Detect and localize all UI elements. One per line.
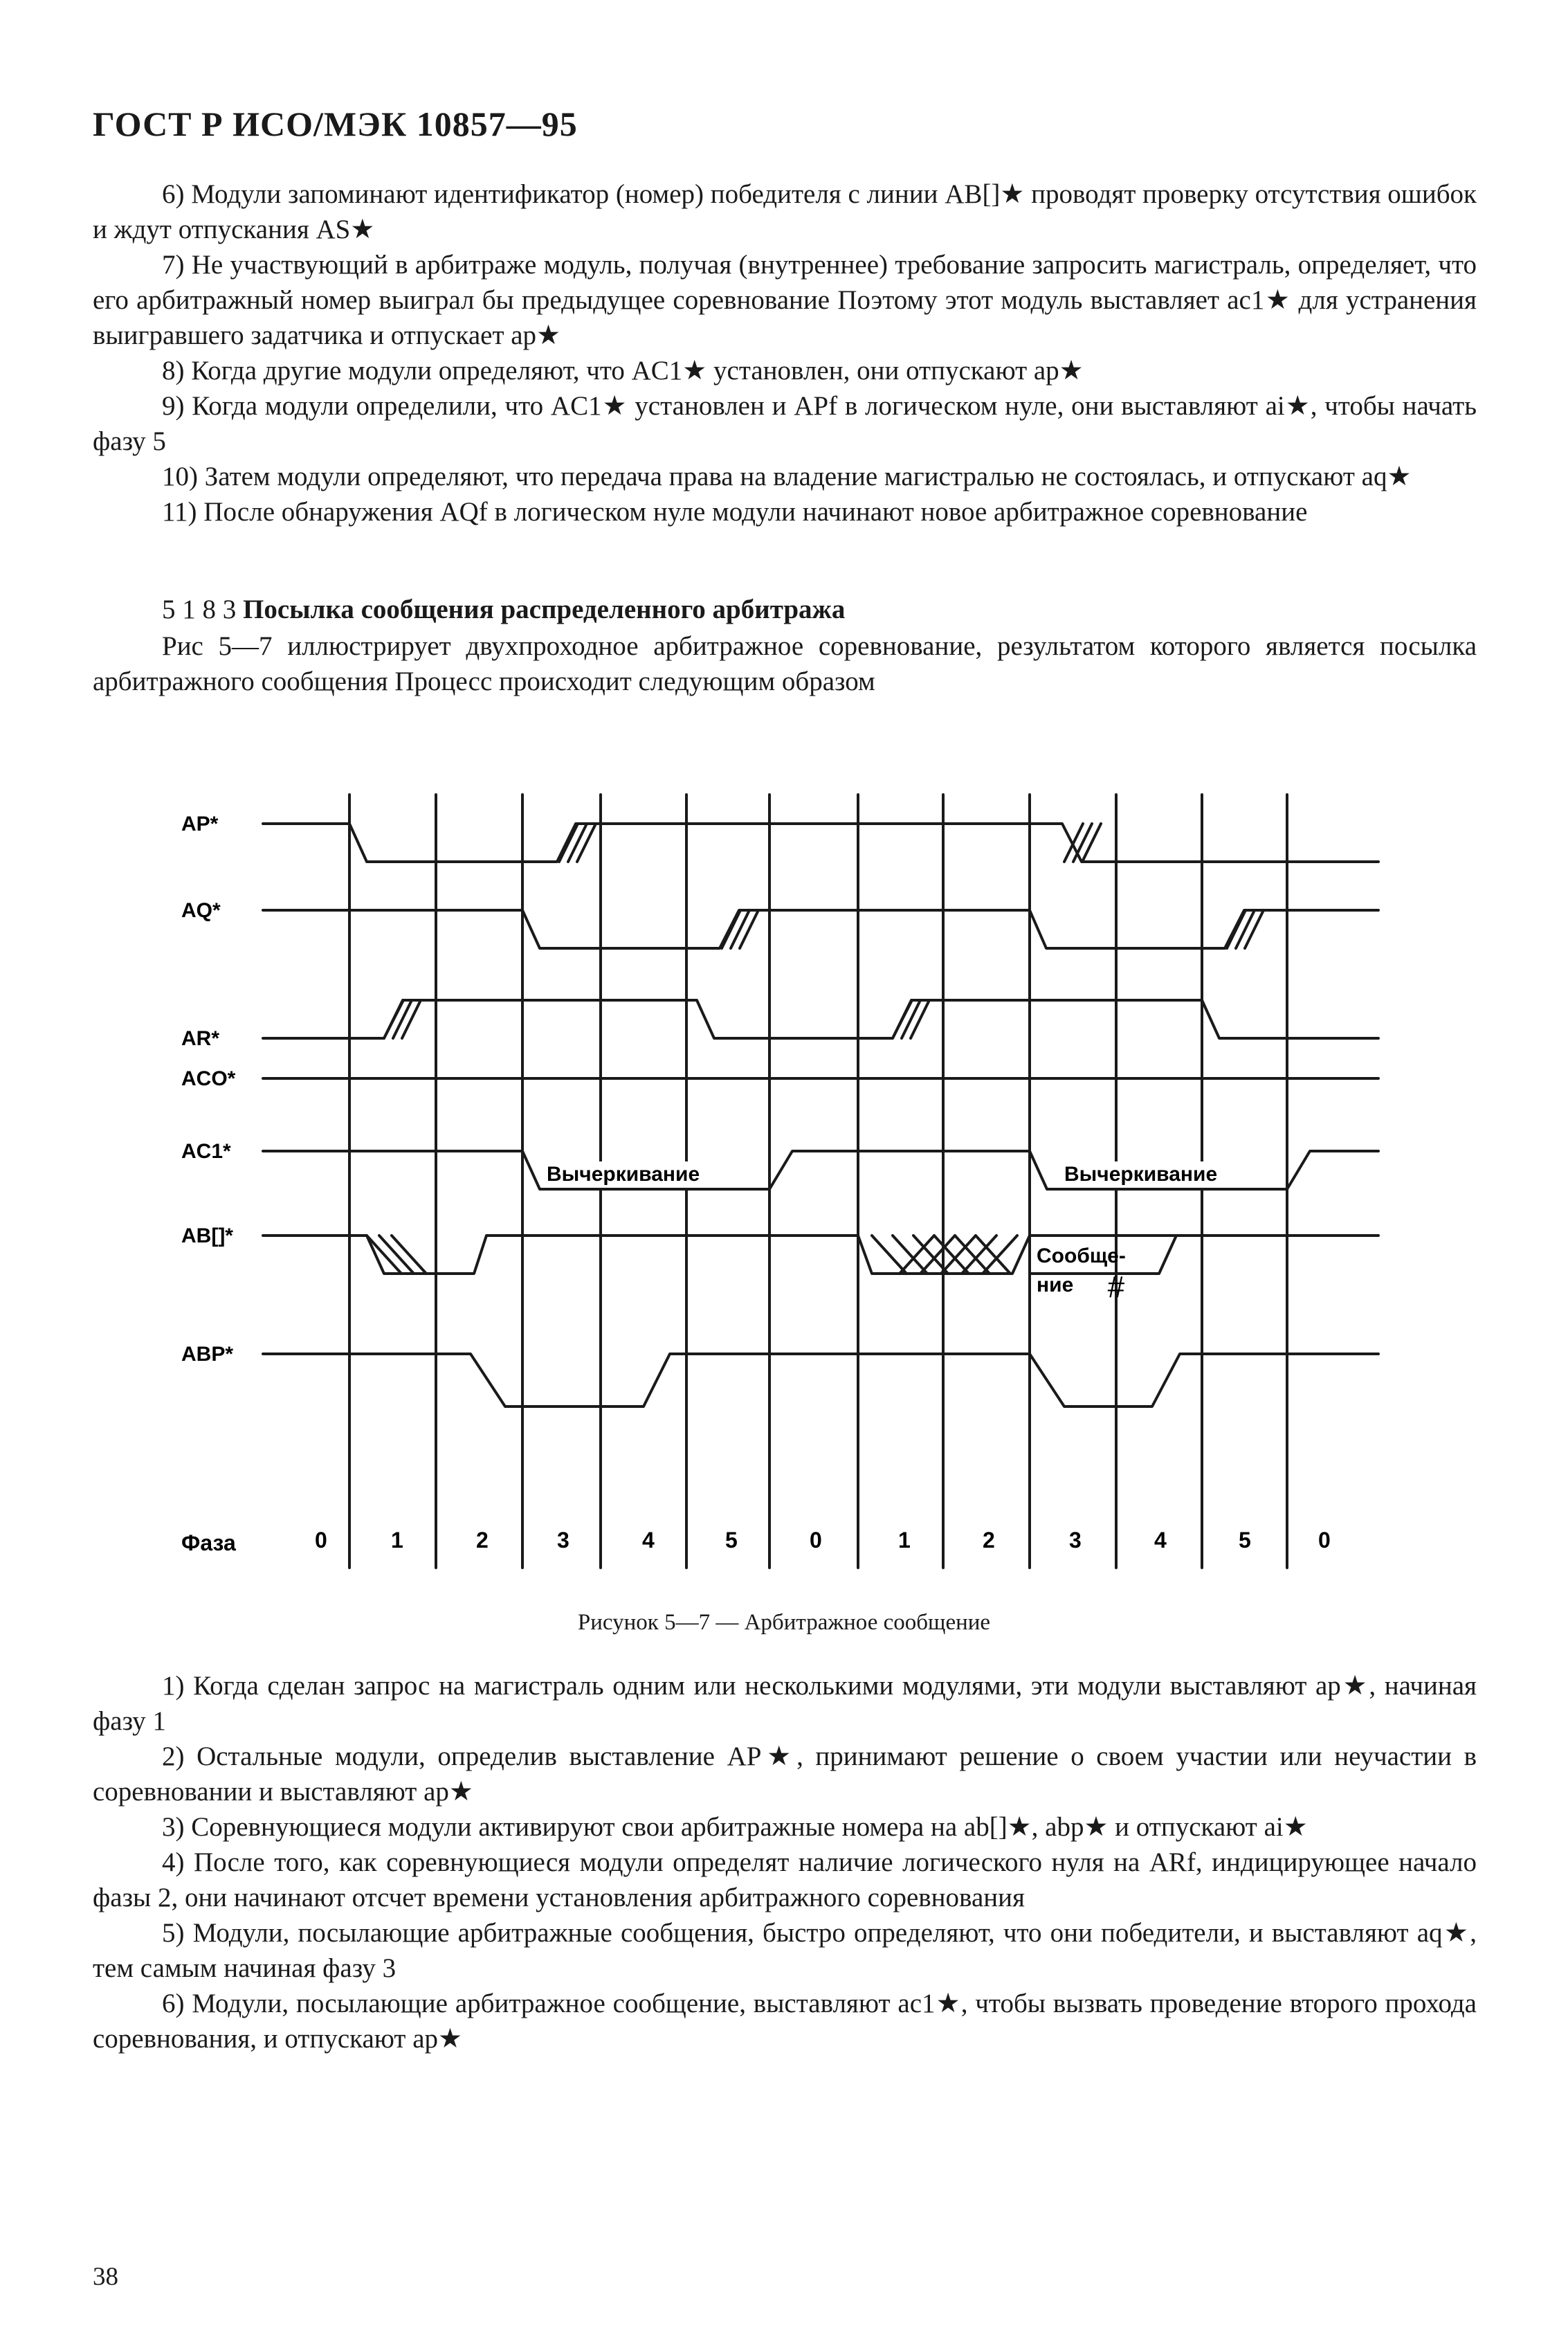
- phase-number: 1: [391, 1528, 403, 1553]
- signal-ab-waveform: [263, 1236, 1378, 1274]
- page-number: 38: [93, 2263, 118, 2291]
- phase-number: 5: [1239, 1528, 1251, 1553]
- signal-label: AP*: [181, 813, 219, 835]
- phase-axis-label: Фаза: [181, 1530, 236, 1555]
- section-intro: Рис 5—7 иллюстрирует двухпроходное арбитражное соревнование, результатом которого является посылка арбитражного сообщения Процесс происходит следующим образом: [93, 631, 1477, 696]
- signal-label: AC1*: [181, 1140, 231, 1163]
- bottom-text-block: [93, 1668, 1477, 2056]
- signal-aq-waveform: [263, 910, 1378, 948]
- paragraph: 1) Когда сделан запрос на магистраль одним или несколькими модулями, эти модули выставляют ap★, начиная фазу 1: [93, 1671, 1477, 1736]
- phase-number: 0: [315, 1528, 327, 1553]
- strike-label: Вычеркивание: [547, 1163, 700, 1186]
- paragraph: 7) Не участвующий в арбитраже модуль, получая (внутреннее) требование запросить магистраль, определяет, что его арбитражный номер выиграл бы предыдущее соревнование Поэтому этот модуль выставляет ac1★ для устранения выигравшего задатчика и отпускает ap★: [93, 250, 1477, 350]
- phase-number: 2: [476, 1528, 489, 1553]
- page-header: ГОСТ Р ИСО/МЭК 10857—95: [93, 105, 578, 143]
- paragraph: 6) Модули запоминают идентификатор (номер) победителя с линии AB[]★ проводят проверку отсутствия ошибок и ждут отпускания AS★: [93, 179, 1477, 244]
- phase-number: 4: [642, 1528, 655, 1553]
- phase-number: 3: [557, 1528, 569, 1553]
- paragraph: 8) Когда другие модули определяют, что AC1★ установлен, они отпускают ap★: [162, 356, 1084, 386]
- paragraph: 9) Когда модули определили, что AC1★ установлен и APf в логическом нуле, они выставляют ai★, чтобы начать фазу 5: [93, 391, 1477, 456]
- paragraph: 4) После того, как соревнующиеся модули определят наличие логического нуля на ARf, индицирующее начало фазы 2, они начинают отсчет времени установления арбитражного соревнования: [93, 1847, 1477, 1912]
- section-title: Посылка сообщения распределенного арбитража: [243, 595, 846, 624]
- phase-number: 0: [1318, 1528, 1331, 1553]
- strike-label: Вычеркивание: [1064, 1163, 1218, 1186]
- section-number: 5 1 8 3: [162, 595, 237, 624]
- paragraph: 10) Затем модули определяют, что передача права на владение магистралью не состоялась, и отпускают aq★: [162, 462, 1412, 491]
- phase-number: 2: [983, 1528, 995, 1553]
- phase-number: 3: [1069, 1528, 1082, 1553]
- paragraph: 2) Остальные модули, определив выставление AP★, принимают решение о своем участии или неучастии в соревновании и выставляют ap★: [93, 1742, 1477, 1807]
- signal-labels: [181, 813, 236, 1366]
- figure-caption: Рисунок 5—7 — Арбитражное сообщение: [577, 1610, 991, 1635]
- signal-abp-waveform: [263, 1354, 1378, 1406]
- message-mark: #: [1107, 1270, 1124, 1304]
- signal-label: AB[]*: [181, 1224, 233, 1247]
- paragraph: 6) Модули, посылающие арбитражное сообщение, выставляют ac1★, чтобы вызвать проведение второго прохода соревнования, и отпускают ap★: [93, 1989, 1477, 2054]
- signal-ap-waveform: [263, 824, 1378, 862]
- signal-ar-waveform: [263, 1000, 1378, 1038]
- message-label: Сообще-: [1037, 1245, 1126, 1267]
- phase-number: 1: [898, 1528, 911, 1553]
- phase-numbers: [315, 1528, 1331, 1553]
- signal-label: ABP*: [181, 1343, 234, 1366]
- paragraph: 11) После обнаружения AQf в логическом нуле модули начинают новое арбитражное соревнование: [162, 497, 1308, 527]
- phase-number: 0: [810, 1528, 822, 1553]
- signal-label: ACO*: [181, 1067, 236, 1090]
- signal-label: AQ*: [181, 899, 221, 922]
- message-label: ние: [1037, 1274, 1074, 1296]
- phase-number: 4: [1154, 1528, 1167, 1553]
- paragraph: 3) Соревнующиеся модули активируют свои арбитражные номера на ab[]★, abp★ и отпускают ai★: [162, 1812, 1308, 1842]
- signal-label: AR*: [181, 1027, 220, 1050]
- phase-number: 5: [725, 1528, 738, 1553]
- paragraph: 5) Модули, посылающие арбитражные сообщения, быстро определяют, что они победители, и выставляют aq★, тем самым начиная фазу 3: [93, 1918, 1477, 1983]
